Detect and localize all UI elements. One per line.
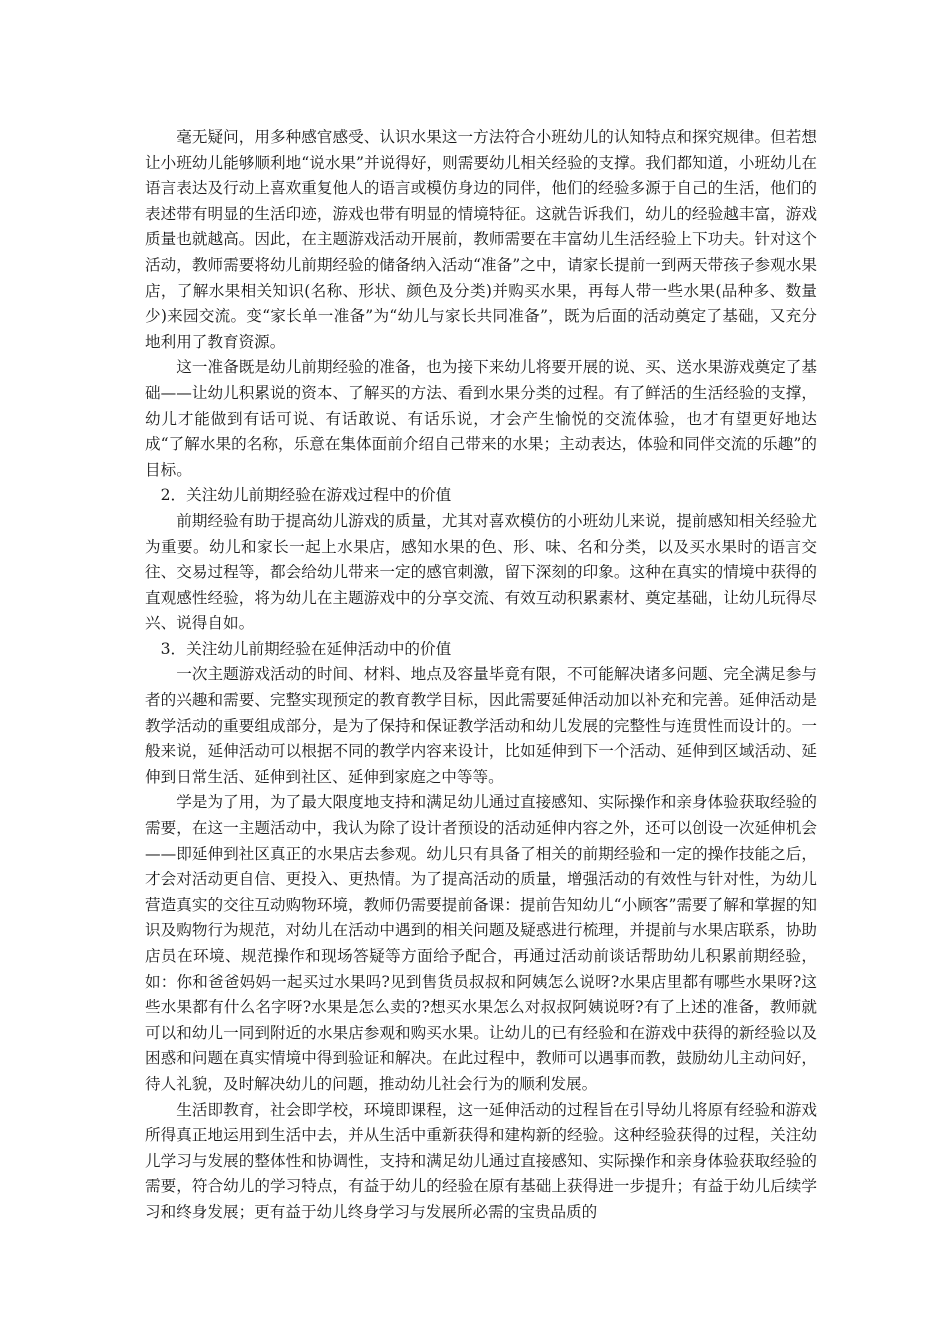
section-heading-3: 3．关注幼儿前期经验在延伸活动中的价值 — [160, 639, 452, 658]
document-body — [145, 125, 817, 1226]
section-heading-2: 2．关注幼儿前期经验在游戏过程中的价值 — [160, 486, 452, 505]
paragraph-preparation: 这一准备既是幼儿前期经验的准备，也为接下来幼儿将要开展的说、买、送水果游戏奠定了基础——让幼儿积累说的资本、了解买的方法、看到水果分类的过程。有了鲜活的生活经验的支撑，幼儿才能做到有话可说、有话敢说、有话乐说，才会产生愉悦的交流体验，也才有望更好地达成“了解水果的名称，乐意在集体面前介绍自己带来的水果；主动表达，体验和同伴交流的乐趣”的目标。 — [145, 358, 817, 479]
paragraph-learning-use: 学是为了用，为了最大限度地支持和满足幼儿通过直接感知、实际操作和亲身体验获取经验的需要，在这一主题活动中，我认为除了设计者预设的活动延伸内容之外，还可以创设一次延伸机会——即延伸到社区真正的水果店去参观。幼儿只有具备了相关的前期经验和一定的操作技能之后，才会对活动更自信、更投入、更热情。为了提高活动的质量，增强活动的有效性与针对性，为幼儿营造真实的交往互动购物环境，教师仍需要提前备课：提前告知幼儿“小顾客”需要了解和掌握的知识及购物行为规范，对幼儿在活动中遇到的相关问题及疑惑进行梳理，并提前与水果店联系，协助店员在环境、规范操作和现场答疑等方面给予配合，再通过活动前谈话帮助幼儿积累前期经验，如：你和爸爸妈妈一起买过水果吗?见到售货员叔叔和阿姨怎么说呀?水果店里都有哪些水果呀?这些水果都有什么名字呀?水果是怎么卖的?想买水果怎么对叔叔阿姨说呀?有了上述的准备，教师就可以和幼儿一同到附近的水果店参观和购买水果。让幼儿的已有经验和在游戏中获得的新经验以及困惑和问题在真实情境中得到验证和解决。在此过程中，教师可以遇事而教，鼓励幼儿主动问好，待人礼貌，及时解决幼儿的问题，推动幼儿社会行为的顺利发展。 — [145, 793, 817, 1093]
paragraph-extension: 一次主题游戏活动的时间、材料、地点及容量毕竟有限，不可能解决诸多问题、完全满足参与者的兴趣和需要、完整实现预定的教育教学目标，因此需要延伸活动加以补充和完善。延伸活动是教学活动的重要组成部分，是为了保持和保证教学活动和幼儿发展的完整性与连贯性而设计的。一般来说，延伸活动可以根据不同的教学内容来设计，比如延伸到下一个活动、延伸到区域活动、延伸到日常生活、延伸到社区、延伸到家庭之中等等。 — [145, 665, 817, 786]
paragraph-game-value: 前期经验有助于提高幼儿游戏的质量，尤其对喜欢模仿的小班幼儿来说，提前感知相关经验尤为重要。幼儿和家长一起上水果店，感知水果的色、形、味、名和分类，以及买水果时的语言交往、交易过程等，都会给幼儿带来一定的感官刺激，留下深刻的印象。这种在真实的情境中获得的直观感性经验，将为幼儿在主题游戏中的分享交流、有效互动积累素材、奠定基础，让幼儿玩得尽兴、说得自如。 — [145, 511, 817, 633]
paragraph-senses: 毫无疑问，用多种感官感受、认识水果这一方法符合小班幼儿的认知特点和探究规律。但若想让小班幼儿能够顺利地“说水果”并说得好，则需要幼儿相关经验的支撑。我们都知道，小班幼儿在语言表达及行动上喜欢重复他人的语言或模仿身边的同伴，他们的经验多源于自己的生活，他们的表述带有明显的生活印迹，游戏也带有明显的情境特征。这就告诉我们，幼儿的经验越丰富，游戏质量也就越高。因此，在主题游戏活动开展前，教师需要在丰富幼儿生活经验上下功夫。针对这个活动，教师需要将幼儿前期经验的储备纳入活动“准备”之中，请家长提前一到两天带孩子参观水果店，了解水果相关知识(名称、形状、颜色及分类)并购买水果，再每人带一些水果(品种多、数量少)来园交流。变“家长单一准备”为“幼儿与家长共同准备”，既为后面的活动奠定了基础，又充分地利用了教育资源。 — [145, 128, 817, 351]
paragraph-life-education: 生活即教育，社会即学校，环境即课程，这一延伸活动的过程旨在引导幼儿将原有经验和游戏所得真正地运用到生活中去，并从生活中重新获得和建构新的经验。这种经验获得的过程，关注幼儿学习与发展的整体性和协调性，支持和满足幼儿通过直接感知、实际操作和亲身体验获取经验的需要，符合幼儿的学习特点，有益于幼儿的经验在原有基础上获得进一步提升；有益于幼儿后续学习和终身发展；更有益于幼儿终身学习与发展所必需的宝贵品质的 — [145, 1100, 817, 1221]
